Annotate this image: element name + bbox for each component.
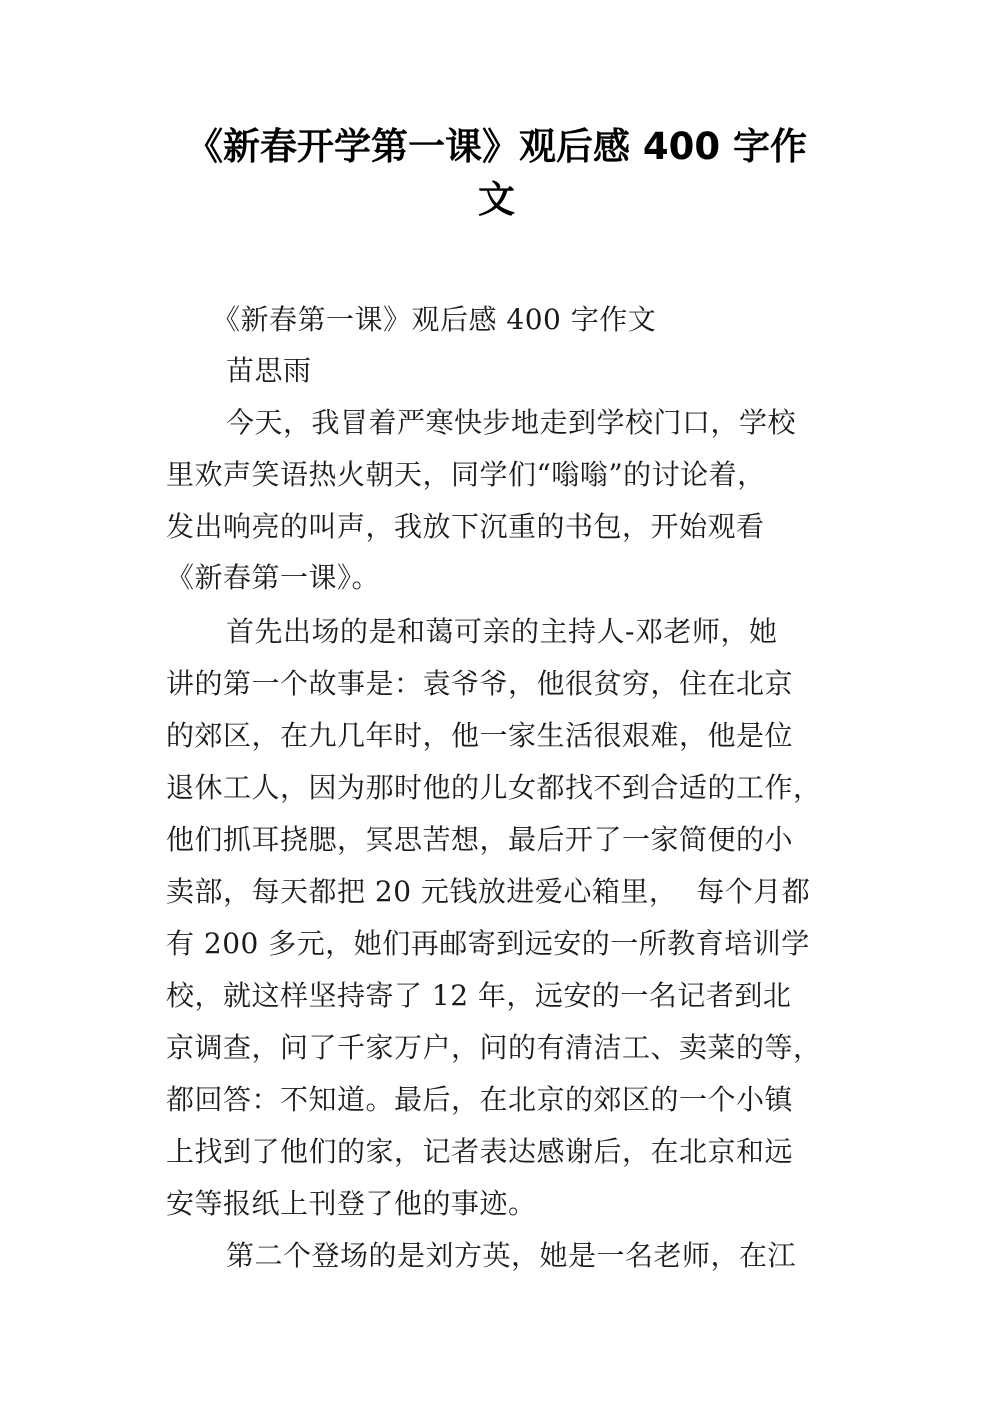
paragraph-1-line-1: 今天，我冒着严寒快步地走到学校门口，学校	[226, 406, 797, 439]
paragraph-2-line-12: 安等报纸上刊登了他的事迹。	[166, 1187, 537, 1220]
paragraph-2-line-8: 校，就这样坚持寄了 12 年，远安的一名记者到北	[166, 979, 792, 1012]
paragraph-2-line-11: 上找到了他们的家，记者表达感谢后，在北京和远	[166, 1135, 794, 1168]
paragraph-2-line-7: 有 200 多元，她们再邮寄到远安的一所教育培训学	[166, 927, 810, 960]
paragraph-1-line-2: 里欢声笑语热火朝天，同学们“嗡嗡”的讨论着，	[166, 458, 766, 491]
paragraph-3-line-1: 第二个登场的是刘方英，她是一名老师，在江	[226, 1239, 797, 1272]
paragraph-2-line-3: 的郊区，在九几年时，他一家生活很艰难，他是位	[166, 719, 794, 752]
document-title-line-1: 《新春开学第一课》观后感 400 字作	[186, 125, 807, 168]
paragraph-2-line-2: 讲的第一个故事是：袁爷爷，他很贫穷，住在北京	[166, 667, 794, 700]
document-title-line-2: 文	[478, 178, 515, 221]
paragraph-1-line-3: 发出响亮的叫声，我放下沉重的书包，开始观看	[166, 510, 765, 543]
paragraph-2-line-6: 卖部，每天都把 20 元钱放进爱心箱里， 每个月都	[166, 875, 811, 908]
paragraph-2-line-5: 他们抓耳挠腮，冥思苦想，最后开了一家简便的小	[166, 823, 794, 856]
paragraph-1-line-4: 《新春第一课》。	[166, 561, 381, 594]
document-subtitle: 《新春第一课》观后感 400 字作文	[212, 303, 657, 336]
paragraph-2-line-9: 京调查，问了千家万户，问的有清洁工、卖菜的等，	[166, 1031, 822, 1064]
paragraph-2-line-10: 都回答：不知道。最后，在北京的郊区的一个小镇	[166, 1083, 794, 1116]
paragraph-2-line-4: 退休工人，因为那时他的儿女都找不到合适的工作，	[166, 771, 822, 804]
paragraph-2-line-1: 首先出场的是和蔼可亲的主持人-邓老师，她	[226, 615, 778, 648]
document-author: 苗思雨	[226, 354, 312, 387]
